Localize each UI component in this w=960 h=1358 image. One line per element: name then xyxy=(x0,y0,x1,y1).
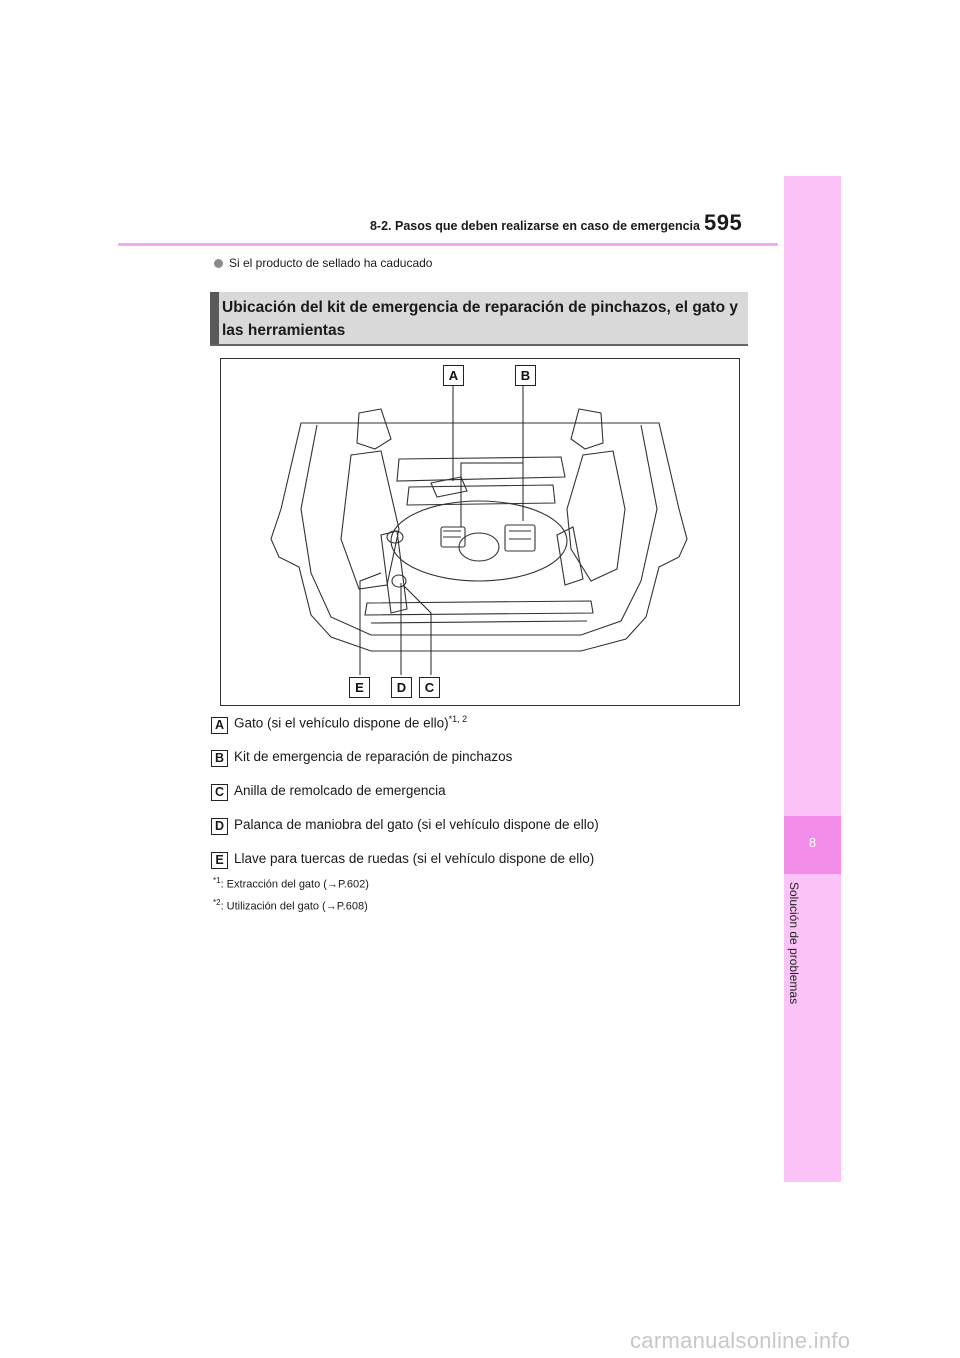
vehicle-body-outline xyxy=(271,423,687,651)
legend-item-a xyxy=(211,714,467,734)
tire-well xyxy=(391,501,567,581)
right-pillar xyxy=(571,409,603,449)
page-number: 595 xyxy=(704,210,743,235)
left-wall xyxy=(341,451,399,589)
footnote-2-text: : Utilización del gato ( xyxy=(220,900,326,913)
legend-text-d: Palanca de maniobra del gato (si el vehículo dispone de ello) xyxy=(234,817,599,832)
shelf-detail xyxy=(407,485,555,505)
legend-text-c: Anilla de remolcado de emergencia xyxy=(234,783,446,798)
footnote-1-mark: *1 xyxy=(213,876,221,885)
arrow-right-icon: → xyxy=(325,900,337,913)
section-heading-bar xyxy=(210,292,219,344)
legend-key-d: D xyxy=(211,818,228,835)
footnote-2-ref: P.608) xyxy=(336,900,368,913)
leader-line-b xyxy=(461,385,523,527)
legend-text-a: Gato (si el vehículo dispone de ello) xyxy=(234,715,449,731)
header-section-title: 8-2. Pasos que deben realizarse en caso de emergencia xyxy=(369,219,700,233)
footnote-2 xyxy=(213,898,368,913)
chapter-number: 8 xyxy=(808,835,817,850)
left-pillar xyxy=(357,409,391,449)
legend-key-a: A xyxy=(211,717,228,734)
callout-a: A xyxy=(443,365,464,386)
footnote-1-ref: P.602) xyxy=(337,878,369,891)
right-wall xyxy=(567,451,625,581)
legend-key-c: C xyxy=(211,784,228,801)
leader-line-c xyxy=(403,585,431,675)
legend-text-b: Kit de emergencia de reparación de pinchazos xyxy=(234,749,513,764)
repair-kit-shape xyxy=(505,525,535,551)
vehicle-inner-outline xyxy=(301,425,657,635)
callout-c: C xyxy=(419,677,440,698)
trunk-figure xyxy=(220,358,740,706)
bullet-dot-icon xyxy=(214,259,223,268)
footnote-1-text: : Extracción del gato ( xyxy=(220,878,327,891)
chapter-title-text: Solución de problemas xyxy=(787,882,801,1005)
legend-item-e xyxy=(211,851,594,869)
footnote-1 xyxy=(213,876,369,891)
trunk-sill xyxy=(365,601,593,615)
legend-key-b: B xyxy=(211,750,228,767)
section-heading-title: Ubicación del kit de emergencia de reparación de pinchazos, el gato y las herramientas xyxy=(222,299,738,339)
legend-key-e: E xyxy=(211,852,228,869)
trunk-illustration xyxy=(221,359,739,705)
bullet-item xyxy=(214,256,432,270)
arrow-right-icon: → xyxy=(326,878,338,891)
legend-item-c xyxy=(211,783,446,801)
section-heading xyxy=(210,292,748,346)
callout-d: D xyxy=(391,677,412,698)
legend-text-e: Llave para tuercas de ruedas (si el vehículo dispone de ello) xyxy=(234,851,595,866)
watermark: carmanualsonline.info xyxy=(630,1328,851,1353)
rear-shelf xyxy=(397,457,565,481)
header-divider xyxy=(118,243,778,246)
callout-b: B xyxy=(515,365,536,386)
bullet-text: Si el producto de sellado ha caducado xyxy=(229,256,433,270)
callout-e: E xyxy=(349,677,370,698)
legend-sup-a: *1, 2 xyxy=(448,714,468,724)
footnote-2-mark: *2 xyxy=(213,898,221,907)
legend-item-d xyxy=(211,817,599,835)
chapter-side-tab xyxy=(784,176,841,1182)
chapter-title-vertical xyxy=(787,882,801,1022)
legend-item-b xyxy=(211,749,512,767)
